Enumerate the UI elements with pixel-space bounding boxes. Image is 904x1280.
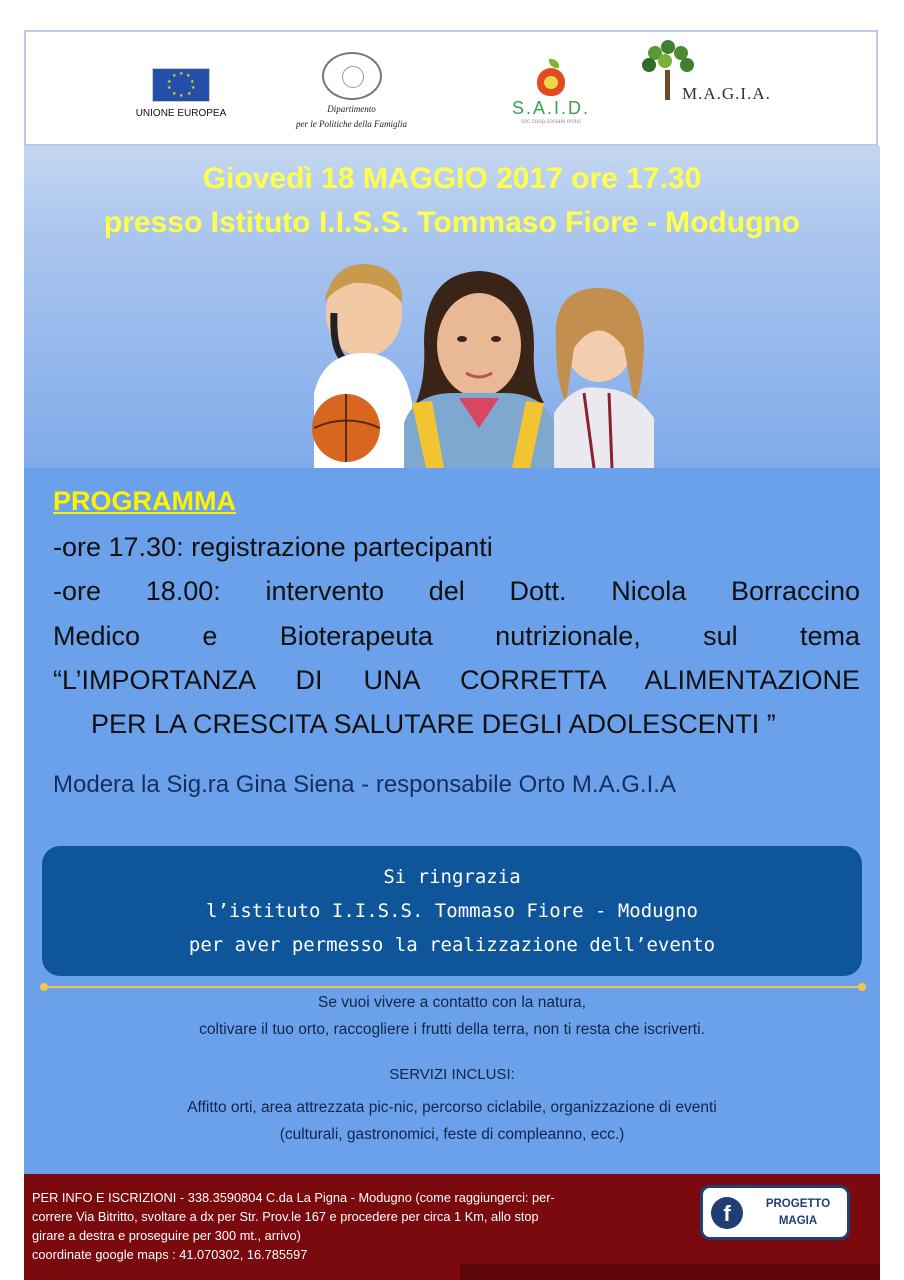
- facebook-icon: f: [711, 1197, 743, 1229]
- event-date: Giovedì 18 MAGGIO 2017 ore 17.30: [202, 162, 702, 195]
- services-line: Affitto orti, area attrezzata pic-nic, percorso ciclabile, organizzazione di eventi: [187, 1099, 717, 1116]
- contact-line: coordinate google maps : 41.070302, 16.785597: [32, 1247, 308, 1262]
- facebook-label: [751, 1196, 845, 1230]
- thanks-line: l’istituto I.I.S.S. Tommaso Fiore - Modugno: [206, 900, 698, 922]
- program-line: Medico e Bioterapeuta nutrizionale, sul tema: [53, 621, 860, 651]
- thanks-line: Si ringrazia: [383, 866, 521, 888]
- program-line: -ore 17.30: registrazione partecipanti: [53, 532, 493, 562]
- program-line: PER LA CRESCITA SALUTARE DEGLI ADOLESCENTI ”: [91, 709, 776, 739]
- magia-logo: [638, 40, 771, 140]
- program-section: [24, 468, 880, 1174]
- said-logo: [506, 68, 596, 125]
- apple-icon: [537, 68, 565, 96]
- contact-line: PER INFO E ISCRIZIONI - 338.3590804 C.da La Pigna - Modugno (come raggiungerci: per-: [32, 1190, 555, 1205]
- services-line: (culturali, gastronomici, feste di compleanno, ecc.): [279, 1126, 625, 1143]
- moderator-text: Modera la Sig.ra Gina Siena - responsabile Orto M.A.G.I.A: [53, 771, 676, 798]
- hero-banner: [24, 146, 880, 468]
- facebook-label-line2: MAGIA: [778, 1215, 818, 1227]
- info-line: Se vuoi vivere a contatto con la natura,: [318, 994, 586, 1011]
- bottom-strip: [460, 1264, 880, 1280]
- magia-name: M.A.G.I.A.: [682, 84, 771, 103]
- said-name: S.A.I.D.: [511, 98, 590, 118]
- thanks-line: per aver permesso la realizzazione dell’evento: [188, 934, 716, 956]
- divider-line: [44, 986, 862, 988]
- program-line: -ore 18.00: intervento del Dott. Nicola Borraccino: [53, 576, 860, 606]
- thanks-box: [42, 846, 862, 976]
- eu-logo: [126, 68, 236, 119]
- info-line: coltivare il tuo orto, raccogliere i frutti della terra, non ti resta che iscriverti.: [199, 1021, 705, 1038]
- said-subtitle: soc.coop.sociale onlus: [520, 119, 582, 125]
- contact-line: girare a destra e proseguire per 300 mt., arrivo): [32, 1228, 301, 1243]
- event-venue: presso Istituto I.I.S.S. Tommaso Fiore - Modugno: [103, 206, 801, 239]
- services-title: SERVIZI INCLUSI:: [389, 1066, 515, 1083]
- eu-caption: UNIONE EUROPEA: [135, 108, 227, 119]
- republic-seal-icon: [322, 52, 382, 100]
- students-photo: [294, 253, 664, 468]
- logo-band: [24, 30, 878, 146]
- facebook-label-line1: PROGETTO: [765, 1198, 831, 1210]
- department-line2: per le Politiche della Famiglia: [296, 119, 407, 129]
- department-logo: [264, 52, 439, 130]
- program-title: PROGRAMMA: [53, 486, 236, 516]
- contact-line: correre Via Bitritto, svoltare a dx per Str. Prov.le 167 e procedere per circa 1 Km, allo stop: [32, 1209, 539, 1224]
- eu-flag-icon: ★ ★ ★ ★ ★ ★ ★ ★ ★ ★: [152, 68, 210, 102]
- facebook-page-button[interactable]: [700, 1185, 850, 1240]
- program-line: “L’IMPORTANZA DI UNA CORRETTA ALIMENTAZIONE: [53, 665, 860, 695]
- contact-info: [32, 1188, 697, 1264]
- department-line1: Dipartimento: [327, 104, 376, 114]
